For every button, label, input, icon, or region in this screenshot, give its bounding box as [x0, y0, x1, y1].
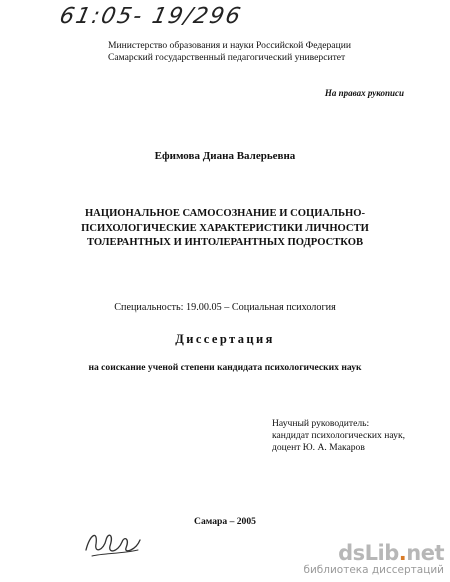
document-type: Диссертация [175, 332, 275, 346]
title-line: ПСИХОЛОГИЧЕСКИЕ ХАРАКТЕРИСТИКИ ЛИЧНОСТИ [81, 222, 369, 234]
university-line: Самарский государственный педагогический университет [108, 52, 346, 63]
specialty-line: Специальность: 19.00.05 – Социальная психология [114, 302, 336, 313]
title-line: ТОЛЕРАНТНЫХ И ИНТОЛЕРАНТНЫХ ПОДРОСТКОВ [86, 237, 364, 248]
ministry-header [108, 40, 351, 64]
archive-code: 61:05- 19/296 [57, 4, 245, 29]
logo-main: dsLib [338, 541, 399, 565]
title-line: НАЦИОНАЛЬНОЕ САМОСОЗНАНИЕ И СОЦИАЛЬНО- [84, 208, 366, 219]
watermark-tagline: библиотека диссертаций [303, 564, 444, 576]
supervisor-name: доцент Ю. А. Макаров [272, 442, 365, 453]
dissertation-title [0, 207, 450, 251]
supervisor-block [272, 418, 405, 454]
watermark-logo [303, 542, 444, 564]
city-year: Самара – 2005 [194, 516, 256, 527]
supervisor-degree: кандидат психологических наук, [272, 430, 406, 441]
rights-note: На правах рукописи [324, 88, 404, 98]
ministry-line: Министерство образования и науки Российской Федерации [108, 40, 351, 51]
watermark [303, 542, 444, 576]
logo-dot: . [398, 541, 407, 565]
author-name: Ефимова Диана Валерьевна [154, 150, 296, 162]
degree-line: на соискание ученой степени кандидата психологических наук [88, 362, 362, 373]
logo-tld: net [406, 541, 444, 565]
supervisor-label: Научный руководитель: [272, 418, 370, 429]
